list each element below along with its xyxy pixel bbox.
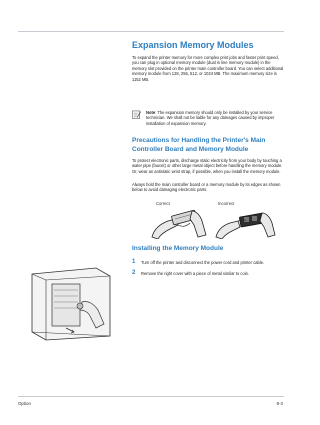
correct-handling-image xyxy=(148,207,208,239)
note-body: The expansion memory should only be installed by your service technician. We shall not be liable for any damages caused by improper installation of expansion memory. xyxy=(146,110,275,126)
intro-paragraph: To expand the printer memory for more complex print jobs and faster print speed, you can plug in optional memory module (dual in line memory module) in the memory slot provided on the printer main controller board. You can select additional memory module from 128, 256, 512, or 1024 MB. The maximum memory size is 1152 MB. xyxy=(132,55,284,82)
step-2-number: 2 xyxy=(132,270,136,276)
correct-caption: Correct xyxy=(156,201,170,206)
note-text: Note: The expansion memory should only be installed by your service technician. We shall not be liable for any damages caused by improper installation of expansion memory. xyxy=(146,110,275,126)
printer-cover-removal-illustration xyxy=(26,266,114,342)
footer-rule xyxy=(18,396,284,397)
precautions-paragraph-1: To protect electronic parts, discharge static electricity from your body by touching a water pipe (faucet) or other large metal object before handling the memory module. Or, wear an antistatic wrist strap, if possible, when you install the memory module. xyxy=(132,158,283,174)
header-rule xyxy=(18,31,284,32)
note-pencil-icon xyxy=(132,110,141,119)
install-title: Installing the Memory Module xyxy=(132,245,224,252)
step-1-text: Turn off the printer and disconnect the power cord and printer cable. xyxy=(141,260,265,265)
step-2-text: Remove the right cover with a piece of metal similar to coin. xyxy=(141,271,250,276)
section-title: Expansion Memory Modules xyxy=(132,40,254,50)
incorrect-handling-image xyxy=(214,207,276,239)
precautions-title-line1: Precautions for Handling the Printer's Main xyxy=(132,137,266,144)
step-1-number: 1 xyxy=(132,259,136,265)
precautions-title-line2: Controller Board and Memory Module xyxy=(132,145,249,153)
footer-chapter: Option xyxy=(18,401,31,406)
note-label: Note xyxy=(146,110,156,115)
precautions-title xyxy=(132,137,265,154)
precautions-paragraph-2: Always hold the main controller board or a memory module by its edges as shown below to avoid damaging electronic parts. xyxy=(132,182,281,193)
incorrect-caption: Incorrect xyxy=(218,201,235,206)
page-number: 8-3 xyxy=(276,401,283,406)
